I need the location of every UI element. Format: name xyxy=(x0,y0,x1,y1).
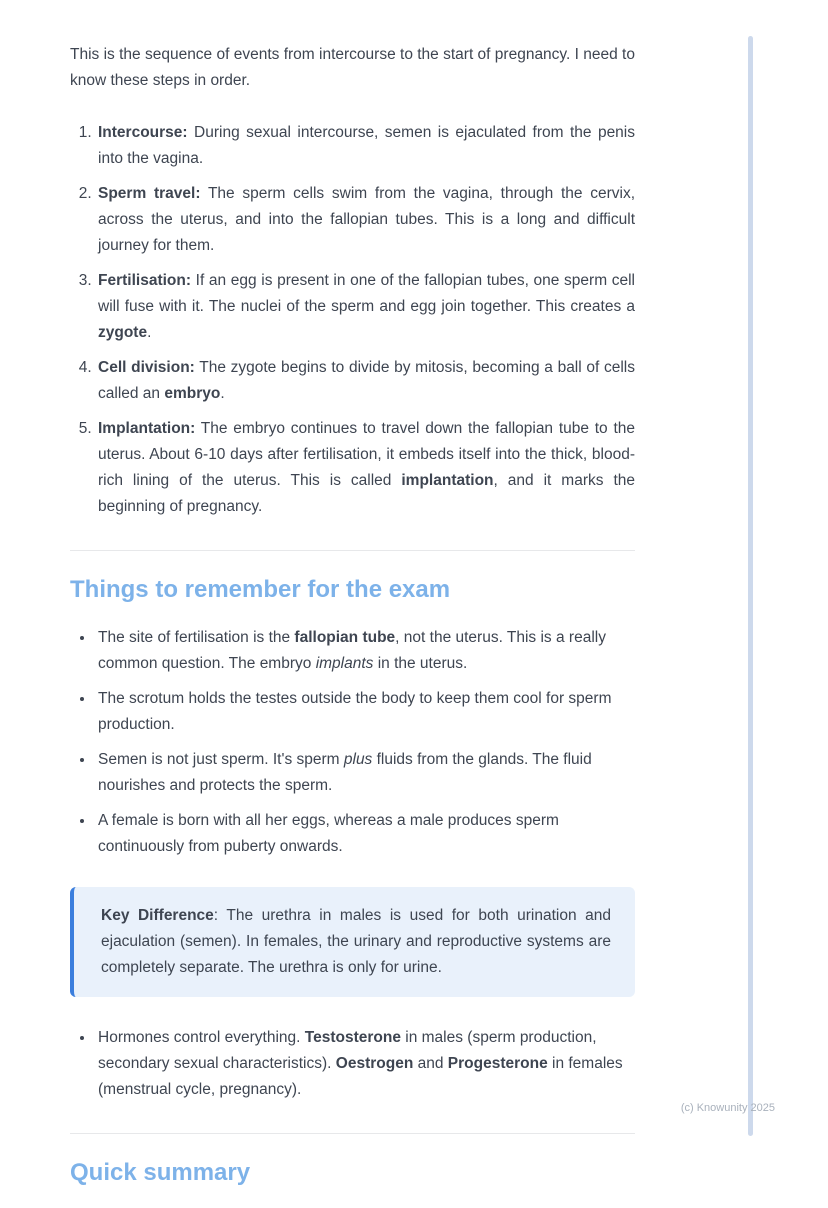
intro-paragraph: This is the sequence of events from intercourse to the start of pregnancy. I need to know these steps in order. xyxy=(70,46,635,89)
exam-tips-list xyxy=(70,625,635,860)
step-item-intercourse: 1. Intercourse: During sexual intercourse, semen is ejaculated from the penis into the vagina. xyxy=(96,120,635,172)
tip-item-semen: • Semen is not just sperm. It's sperm plus fluids from the glands. The fluid nourishes and protects the sperm. xyxy=(95,747,635,799)
scrollbar-thumb[interactable] xyxy=(748,36,753,1136)
tip-item-hormones: • Hormones control everything. Testosterone in males (sperm production, secondary sexual characteristics). Oestrogen and Progesterone in females (menstrual cycle, pregnancy). xyxy=(95,1025,635,1103)
notes-content xyxy=(70,42,635,1208)
section-divider-2 xyxy=(70,1133,635,1134)
tip-item-eggs-sperm: • A female is born with all her eggs, whereas a male produces sperm continuously from puberty onwards. xyxy=(95,808,635,860)
step-item-fertilisation: 3. Fertilisation: If an egg is present in one of the fallopian tubes, one sperm cell will fuse with it. The nuclei of the sperm and egg join together. This creates a zygote. xyxy=(96,268,635,346)
section-divider xyxy=(70,550,635,551)
key-difference-callout xyxy=(70,887,635,997)
hormones-list xyxy=(70,1025,635,1103)
section-heading-exam: Things to remember for the exam xyxy=(70,576,451,603)
step-item-cell-division: 4. Cell division: The zygote begins to divide by mitosis, becoming a ball of cells called an embryo. xyxy=(96,355,635,407)
sequence-list xyxy=(70,120,635,520)
step-item-implantation: 5. Implantation: The embryo continues to travel down the fallopian tube to the uterus. About 6-10 days after fertilisation, it embeds itself into the thick, blood-rich lining of the uterus. This is called implantation, and it marks the beginning of pregnancy. xyxy=(96,416,635,520)
tip-item-fertilisation-site: • The site of fertilisation is the fallopian tube, not the uterus. This is a really common question. The embryo implants in the uterus. xyxy=(95,625,635,677)
tip-item-scrotum: • The scrotum holds the testes outside the body to keep them cool for sperm production. xyxy=(95,686,635,738)
section-heading-summary: Quick summary xyxy=(70,1159,251,1186)
watermark: (c) Knowunity 2025 xyxy=(680,1102,775,1114)
key-difference-text: Key Difference: The urethra in males is used for both urination and ejaculation (semen). In females, the urinary and reproductive systems are completely separate. The urethra is only for urine. xyxy=(101,907,611,976)
step-item-sperm-travel: 2. Sperm travel: The sperm cells swim from the vagina, through the cervix, across the uterus, and into the fallopian tubes. This is a long and difficult journey for them. xyxy=(96,181,635,259)
